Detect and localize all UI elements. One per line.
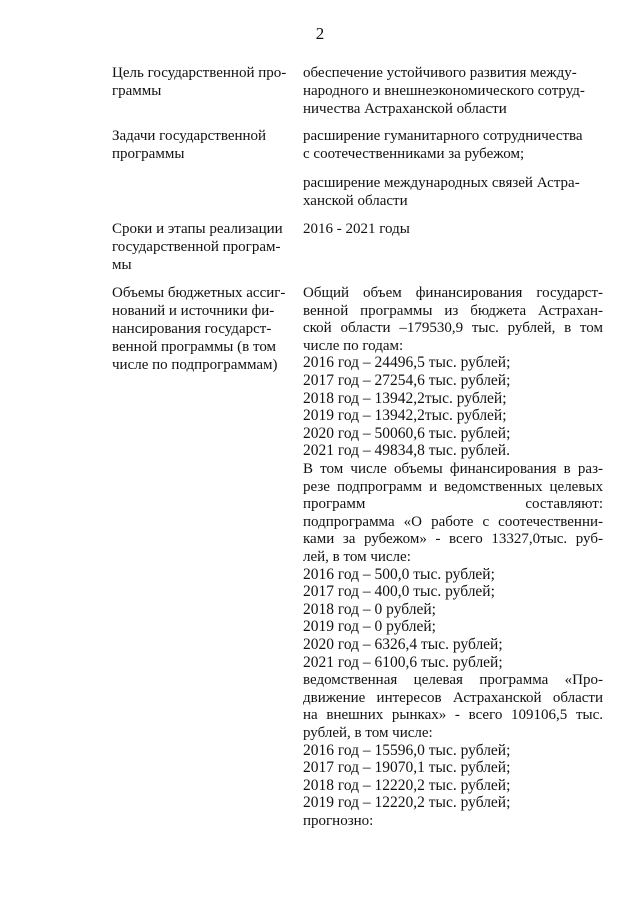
funding-line: 2018 год – 12220,2 тыс. рублей; (303, 776, 511, 794)
funding-line: рублей, в том числе: (303, 725, 433, 741)
tasks-label: Задачи государственной программы (112, 128, 267, 162)
funding-line: 2019 год – 12220,2 тыс. рублей; (303, 794, 511, 812)
funding-line: 2021 год – 49834,8 тыс. рублей. (303, 442, 510, 460)
funding-line: 2018 год – 13942,2тыс. рублей; (303, 389, 507, 407)
funding-line: движение интересов Астраханской области (303, 689, 603, 706)
funding-line: 2016 год – 24496,5 тыс. рублей; (303, 354, 511, 372)
funding-line: 2017 год – 27254,6 тыс. рублей; (303, 372, 511, 389)
funding-line: 2020 год – 6326,4 тыс. рублей; (303, 636, 503, 653)
funding-line: В том числе объемы финансирования в раз- (303, 461, 603, 477)
funding-line: ведомственная целевая программа «Про- (303, 672, 603, 689)
funding-line: 2020 год – 50060,6 тыс. рублей; (303, 424, 511, 442)
terms-value: 2016 - 2021 годы (303, 221, 410, 237)
funding-line: подпрограмма «О работе с соотечественни- (303, 513, 603, 530)
goal-value: обеспечение устойчивого развития между- народного и внешнеэкономического сотруд- ничества Астраханской области (303, 65, 585, 117)
funding-line: венной программы из бюджета Астрахан- (303, 302, 603, 319)
page-number: 2 (315, 24, 325, 43)
funding-line: резе подпрограмм и ведомственных целевых (303, 478, 603, 495)
funding-line: программ составляют: (303, 496, 603, 513)
funding-line: Общий объем финансирования государст- (303, 285, 603, 301)
terms-label: Сроки и этапы реализации государственной програм- мы (112, 221, 283, 273)
funding-line: 2017 год – 19070,1 тыс. рублей; (303, 759, 511, 777)
funding-line: прогнозно: (303, 813, 374, 829)
funding-line: числе по годам: (303, 337, 404, 354)
funding-line: 2016 год – 500,0 тыс. рублей; (303, 565, 495, 583)
goal-label: Цель государственной про- граммы (112, 65, 287, 99)
funding-line: ской области –179530,9 тыс. рублей, в том (303, 320, 603, 337)
funding-line: 2019 год – 0 рублей; (303, 618, 436, 636)
funding-line: 2021 год – 6100,6 тыс. рублей; (303, 653, 503, 671)
funding-line: лей, в том числе: (303, 549, 411, 565)
funding-label: Объемы бюджетных ассиг- нований и источники фи- нансирования государст- венной программы (в том числе по подпрограммам) (112, 285, 286, 373)
funding-line: на внешних рынках» - всего 109106,5 тыс. (303, 707, 603, 724)
funding-line: 2018 год – 0 рублей; (303, 600, 436, 618)
funding-line: 2019 год – 13942,2тыс. рублей; (303, 407, 507, 425)
funding-line: ками за рубежом» - всего 13327,0тыс. руб- (303, 531, 603, 548)
tasks-item-1: расширение гуманитарного сотрудничества с соотечественниками за рубежом; (303, 128, 583, 162)
tasks-item-2: расширение международных связей Астра- ханской области (303, 175, 580, 209)
funding-line: 2016 год – 15596,0 тыс. рублей; (303, 741, 511, 759)
funding-line: 2017 год – 400,0 тыс. рублей; (303, 583, 495, 601)
